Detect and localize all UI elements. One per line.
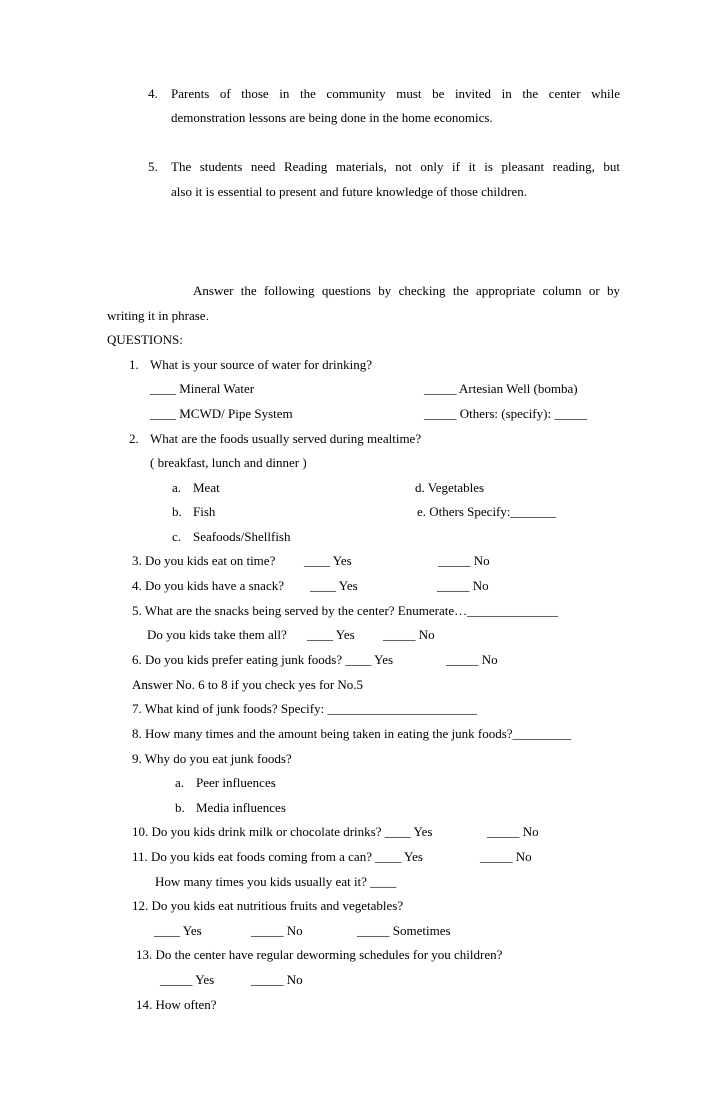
q2-option-meat: Meat bbox=[193, 480, 220, 495]
q2-subtext: ( breakfast, lunch and dinner ) bbox=[150, 455, 307, 470]
q5-subtext: Do you kids take them all? bbox=[147, 627, 287, 642]
q10-text: 10. Do you kids drink milk or chocolate drinks? ____ Yes bbox=[132, 824, 433, 839]
q2-option-a-letter: a. bbox=[172, 480, 182, 495]
q13-text: 13. Do the center have regular deworming schedules for you children? bbox=[136, 947, 503, 962]
q12-text: 12. Do you kids eat nutritious fruits and vegetables? bbox=[132, 898, 404, 913]
q1-option-mcwd: ____ MCWD/ Pipe System bbox=[150, 406, 293, 421]
q2-option-b-letter: b. bbox=[172, 504, 182, 519]
recommendation-5-line2: also it is essential to present and future knowledge of those children. bbox=[171, 184, 527, 199]
q2-number: 2. bbox=[129, 431, 139, 446]
instructions-line1: Answer the following questions by checking the appropriate column or by bbox=[193, 283, 620, 298]
q1-option-artesian-well: _____ Artesian Well (bomba) bbox=[424, 381, 578, 396]
q12-yes: ____ Yes bbox=[154, 923, 202, 938]
q13-no: _____ No bbox=[251, 972, 303, 987]
q5-no: _____ No bbox=[383, 627, 435, 642]
item-number-5: 5. bbox=[148, 159, 158, 174]
q8-text: 8. How many times and the amount being taken in eating the junk foods?_________ bbox=[132, 726, 572, 741]
q11-no: _____ No bbox=[480, 849, 532, 864]
q4-yes: ____ Yes bbox=[310, 578, 358, 593]
recommendation-5-line1: The students need Reading materials, not only if it is pleasant reading, but bbox=[171, 159, 620, 174]
q13-yes: _____ Yes bbox=[160, 972, 215, 987]
q12-sometimes: _____ Sometimes bbox=[357, 923, 451, 938]
q3-no: _____ No bbox=[438, 553, 490, 568]
q1-option-others: _____ Others: (specify): _____ bbox=[424, 406, 587, 421]
q1-text: What is your source of water for drinking? bbox=[150, 357, 373, 372]
q9-option-peer: Peer influences bbox=[196, 775, 276, 790]
q2-option-fish: Fish bbox=[193, 504, 216, 519]
q10-no: _____ No bbox=[487, 824, 539, 839]
q2-option-vegetables: d. Vegetables bbox=[415, 480, 485, 495]
recommendation-4-line1: Parents of those in the community must be invited in the center while bbox=[171, 86, 620, 101]
q2-option-others: e. Others Specify:_______ bbox=[417, 504, 557, 519]
q6-text: 6. Do you kids prefer eating junk foods? ____ Yes bbox=[132, 652, 394, 667]
q11-text: 11. Do you kids eat foods coming from a can? ____ Yes bbox=[132, 849, 423, 864]
q3-yes: ____ Yes bbox=[304, 553, 352, 568]
q2-option-seafoods: Seafoods/Shellfish bbox=[193, 529, 291, 544]
q1-number: 1. bbox=[129, 357, 139, 372]
q3-text: 3. Do you kids eat on time? bbox=[132, 553, 276, 568]
q9-option-b-letter: b. bbox=[175, 800, 185, 815]
q1-option-mineral-water: ____ Mineral Water bbox=[150, 381, 255, 396]
q9-text: 9. Why do you eat junk foods? bbox=[132, 751, 292, 766]
item-number-4: 4. bbox=[148, 86, 158, 101]
q7-text: 7. What kind of junk foods? Specify: _______________________ bbox=[132, 701, 477, 716]
q9-option-media: Media influences bbox=[196, 800, 286, 815]
q2-text: What are the foods usually served during mealtime? bbox=[150, 431, 422, 446]
q5-yes: ____ Yes bbox=[307, 627, 355, 642]
recommendation-4-line2: demonstration lessons are being done in the home economics. bbox=[171, 110, 493, 125]
instructions-line2: writing it in phrase. bbox=[107, 308, 209, 323]
note-text: Answer No. 6 to 8 if you check yes for No.5 bbox=[132, 677, 364, 692]
q2-option-c-letter: c. bbox=[172, 529, 182, 544]
q4-text: 4. Do you kids have a snack? bbox=[132, 578, 284, 593]
questions-heading: QUESTIONS: bbox=[107, 332, 183, 347]
q12-no: _____ No bbox=[251, 923, 303, 938]
q9-option-a-letter: a. bbox=[175, 775, 185, 790]
q4-no: _____ No bbox=[437, 578, 489, 593]
q6-no: _____ No bbox=[446, 652, 498, 667]
q14-text: 14. How often? bbox=[136, 997, 217, 1012]
q5-text: 5. What are the snacks being served by the center? Enumerate…______________ bbox=[132, 603, 559, 618]
q11-subtext: How many times you kids usually eat it? ____ bbox=[155, 874, 397, 889]
